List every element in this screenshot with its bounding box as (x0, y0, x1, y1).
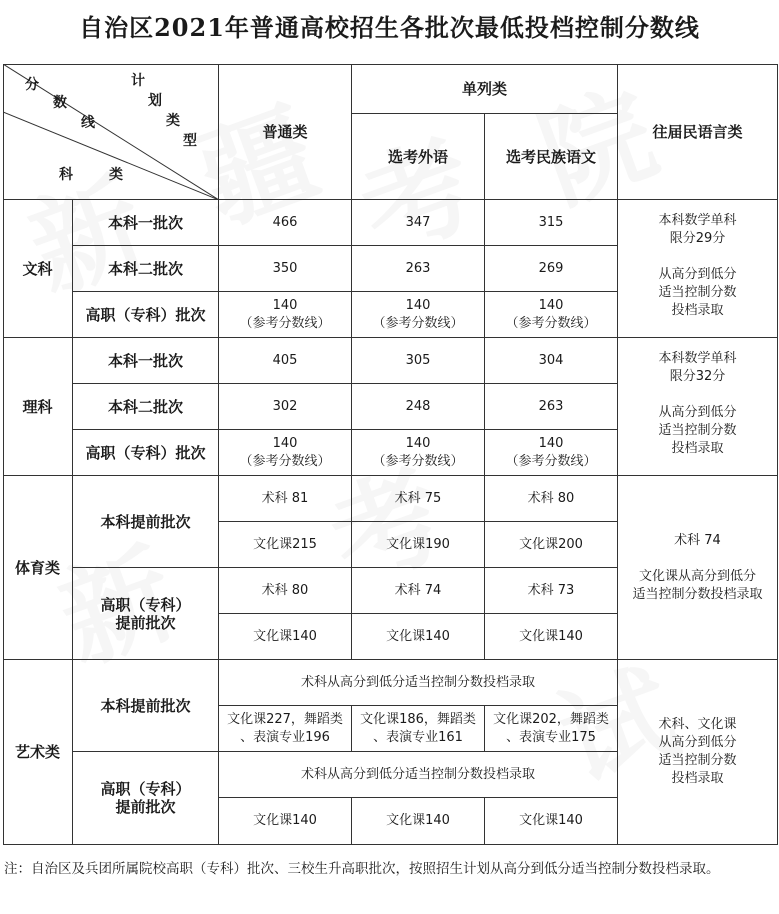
corner-plan-char-3: 类 (166, 113, 180, 129)
batch-label: 本科提前批次 (73, 660, 219, 752)
header-ethnic: 选考民族语文 (485, 114, 618, 200)
prior-line: 术科、文化课 (658, 717, 737, 732)
skill-ethnic: 术科 80 (485, 476, 618, 522)
reference-note: （参考分数线） (239, 315, 331, 331)
score-value: 140 (405, 435, 431, 451)
corner-plan-char-4: 型 (183, 133, 197, 149)
prior-grad-like (618, 338, 778, 476)
culture-foreign: 文化课140 (352, 614, 485, 660)
corner-score-char-2: 数 (53, 95, 67, 111)
arts-skill-rule: 术科从高分到低分适当控制分数投档录取 (219, 660, 618, 706)
score-value: 140 (538, 297, 564, 313)
reference-note: （参考分数线） (505, 315, 597, 331)
batch-line: 提前批次 (115, 798, 176, 816)
header-prior-grad: 往届民语言类 (618, 64, 778, 200)
score-foreign (352, 430, 485, 476)
culture-line: 、表演专业196 (240, 729, 330, 745)
page-title: 自治区2021年普通高校招生各批次最低投档控制分数线 (79, 13, 700, 42)
prior-line: 文化课从高分到低分 (638, 568, 756, 584)
table-body (3, 64, 778, 845)
prior-line: 从高分到低分 (658, 405, 737, 420)
score-ethnic: 304 (485, 338, 618, 384)
score-foreign: 347 (352, 200, 485, 246)
reference-note: （参考分数线） (239, 453, 331, 469)
footnote: 注：自治区及兵团所属院校高职（专科）批次、三校生升高职批次，按照招生计划从高分到低分适当控制分数投档录取。 (4, 861, 720, 877)
culture-line: 文化课186，舞蹈类 (360, 711, 476, 727)
batch-line: 提前批次 (115, 613, 176, 632)
score-regular (219, 292, 352, 338)
prior-line: 术科 74 (674, 532, 721, 548)
batch-label: 本科一批次 (73, 200, 219, 246)
prior-line: 投档录取 (671, 441, 724, 456)
culture-line: 、表演专业161 (373, 729, 463, 745)
score-ethnic (485, 292, 618, 338)
header-regular: 普通类 (219, 64, 352, 200)
prior-grad-wenke (618, 200, 778, 338)
corner-subject-char-2: 类 (109, 167, 123, 183)
reference-note: （参考分数线） (372, 453, 464, 469)
score-foreign: 248 (352, 384, 485, 430)
batch-label (73, 752, 219, 845)
score-ethnic (485, 430, 618, 476)
culture-line: 文化课227，舞蹈类 (227, 711, 343, 727)
score-regular: 350 (219, 246, 352, 292)
corner-subject-char-1: 科 (59, 167, 73, 183)
batch-label: 高职（专科）批次 (73, 292, 219, 338)
prior-line: 投档录取 (671, 771, 724, 786)
batch-label: 本科二批次 (73, 246, 219, 292)
culture-regular: 文化课140 (219, 614, 352, 660)
culture-ethnic: 文化课200 (485, 522, 618, 568)
corner-score-char-1: 分 (25, 77, 39, 93)
skill-regular: 术科 81 (219, 476, 352, 522)
header-foreign: 选考外语 (352, 114, 485, 200)
score-regular (219, 430, 352, 476)
culture-regular (219, 706, 352, 752)
score-regular: 405 (219, 338, 352, 384)
score-value: 140 (272, 297, 298, 313)
score-foreign (352, 292, 485, 338)
score-regular: 302 (219, 384, 352, 430)
category-sports: 体育类 (3, 476, 73, 660)
skill-foreign: 术科 75 (352, 476, 485, 522)
culture-foreign (352, 706, 485, 752)
corner-plan-char-1: 计 (131, 73, 145, 89)
prior-line: 投档录取 (671, 303, 724, 318)
score-foreign: 263 (352, 246, 485, 292)
score-regular: 466 (219, 200, 352, 246)
score-value: 140 (405, 297, 431, 313)
header-single-list: 单列类 (352, 64, 618, 114)
score-value: 140 (538, 435, 564, 451)
culture-ethnic (485, 706, 618, 752)
prior-line: 适当控制分数 (658, 285, 737, 300)
culture-regular: 文化课215 (219, 522, 352, 568)
culture-line: 、表演专业175 (506, 729, 596, 745)
score-value: 140 (272, 435, 298, 451)
score-ethnic: 269 (485, 246, 618, 292)
batch-label (73, 568, 219, 660)
skill-ethnic: 术科 73 (485, 568, 618, 614)
prior-line: 限分32分 (669, 369, 726, 384)
corner-plan-char-2: 划 (148, 93, 162, 109)
culture-ethnic: 文化课140 (485, 798, 618, 845)
skill-foreign: 术科 74 (352, 568, 485, 614)
prior-line: 本科数学单科 (658, 351, 737, 366)
culture-foreign: 文化课190 (352, 522, 485, 568)
batch-label: 高职（专科）批次 (73, 430, 219, 476)
category-wenke: 文科 (3, 200, 73, 338)
batch-line: 高职（专科） (100, 780, 191, 798)
batch-label: 本科一批次 (73, 338, 219, 384)
culture-foreign: 文化课140 (352, 798, 485, 845)
header-corner (3, 64, 219, 200)
score-ethnic: 315 (485, 200, 618, 246)
category-like: 理科 (3, 338, 73, 476)
corner-score-char-3: 线 (81, 115, 95, 131)
prior-line: 适当控制分数 (658, 753, 737, 768)
arts-skill-rule: 术科从高分到低分适当控制分数投档录取 (219, 752, 618, 798)
batch-label: 本科提前批次 (73, 476, 219, 568)
culture-line: 文化课202，舞蹈类 (493, 711, 609, 727)
score-foreign: 305 (352, 338, 485, 384)
prior-line: 适当控制分数 (658, 423, 737, 438)
score-ethnic: 263 (485, 384, 618, 430)
batch-label: 本科二批次 (73, 384, 219, 430)
prior-line: 本科数学单科 (658, 213, 737, 228)
prior-grad-sports (618, 476, 778, 660)
prior-line: 从高分到低分 (658, 267, 737, 282)
prior-line: 限分29分 (669, 231, 726, 246)
batch-line: 高职（专科） (100, 595, 191, 614)
category-arts: 艺术类 (3, 660, 73, 845)
skill-regular: 术科 80 (219, 568, 352, 614)
prior-line: 适当控制分数投档录取 (632, 586, 763, 602)
reference-note: （参考分数线） (505, 453, 597, 469)
prior-line: 从高分到低分 (658, 735, 737, 750)
culture-regular: 文化课140 (219, 798, 352, 845)
culture-ethnic: 文化课140 (485, 614, 618, 660)
reference-note: （参考分数线） (372, 315, 464, 331)
prior-grad-arts (618, 660, 778, 845)
